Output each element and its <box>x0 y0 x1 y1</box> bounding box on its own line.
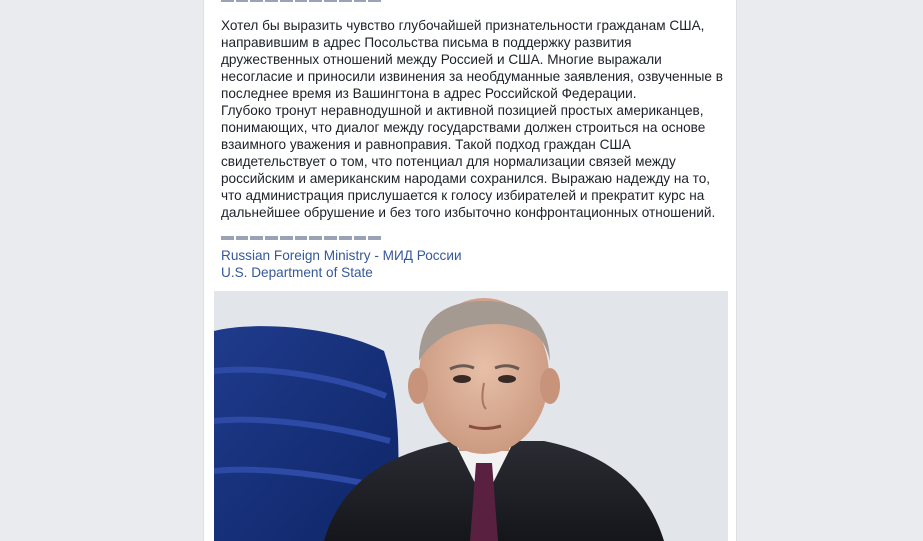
post-paragraph: Глубоко тронут неравнодушной и активной позицией простых американцев, понимающих, что диалог между государствами должен строиться на основе взаимного уважения и равноправия. Такой подход граждан США свидетельствует о том, что потенциал для нормализации связей между российским и американским народами сохранился. Выражаю надежду на то, что администрация прислушается к голосу избирателей и прекратит курс на дальнейшее обрушение и без того избыточно конфронтационных отношений. <box>221 103 716 220</box>
tag-link-russian-mfa[interactable]: Russian Foreign Ministry - МИД России <box>221 248 462 263</box>
divider-bottom <box>221 235 381 241</box>
tagged-pages <box>221 247 462 281</box>
portrait-image <box>214 291 728 541</box>
post-photo[interactable] <box>214 291 728 541</box>
post-paragraph: Хотел бы выразить чувство глубочайшей признательности гражданам США, направившим в адрес Посольства письма в поддержку развития дружественных отношений между Россией и США. Многие выражали несогласие и приносили извинения за необдуманные заявления, озвученные в последнее время из Вашингтона в адрес Российской Федерации. <box>221 18 723 101</box>
post-card <box>203 0 737 541</box>
post-body <box>221 17 726 221</box>
tag-link-us-state-dept[interactable]: U.S. Department of State <box>221 265 373 280</box>
divider-top <box>221 0 381 3</box>
